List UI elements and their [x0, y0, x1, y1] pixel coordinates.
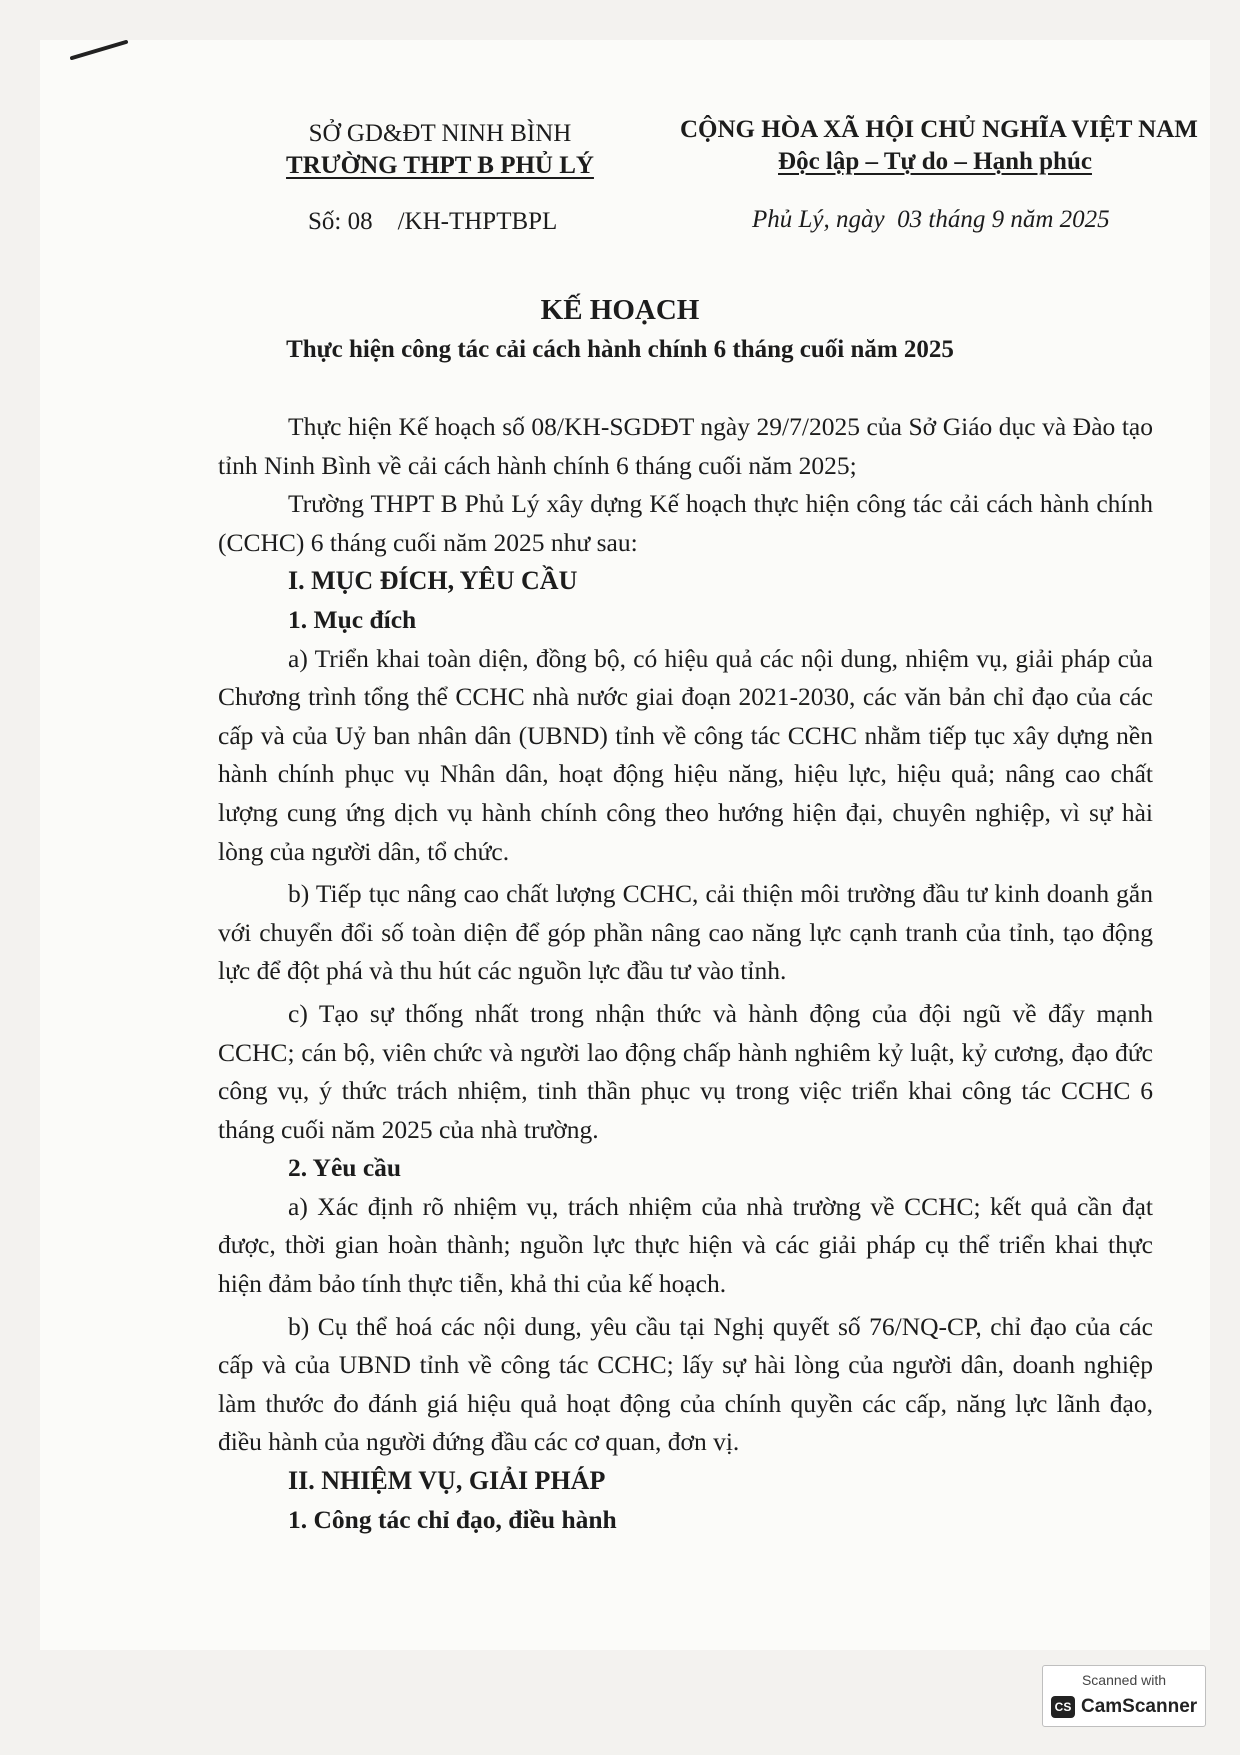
pen-stroke-mark — [70, 38, 130, 62]
purpose-item-c: c) Tạo sự thống nhất trong nhận thức và hành động của đội ngũ về đẩy mạnh CCHC; cán bộ, viên chức và người lao động chấp hành nghiêm kỷ luật, kỷ cương, đạo đức công vụ, ý thức trách nhiệm, tinh thần phục vụ trong việc triển khai công tác CCHC 6 tháng cuối năm 2025 của nhà trường. — [218, 998, 1153, 1144]
intro-paragraph-2: Trường THPT B Phủ Lý xây dựng Kế hoạch thực hiện công tác cải cách hành chính (CCHC) 6 tháng cuối năm 2025 như sau: — [218, 489, 1153, 557]
requirement-item-a: a) Xác định rõ nhiệm vụ, trách nhiệm của nhà trường về CCHC; kết quả cần đạt được, thời gian hoàn thành; nguồn lực thực hiện và các giải pháp cụ thể triển khai thực hiện đảm bảo tính thực tiễn, khả thi của kế hoạch. — [218, 1191, 1153, 1299]
section-1-1-heading: 1. Mục đích — [288, 604, 417, 634]
purpose-item-b: b) Tiếp tục nâng cao chất lượng CCHC, cải thiện môi trường đầu tư kinh doanh gắn với chuyển đổi số toàn diện để góp phần nâng cao năng lực cạnh tranh của tỉnh, tạo động lực để đột phá và thu hút các nguồn lực đầu tư vào tỉnh. — [218, 879, 1153, 986]
scanned-with-label: Scanned with — [1081, 1672, 1167, 1688]
camscanner-logo-icon: CS — [1051, 1696, 1075, 1718]
department-name: SỞ GD&ĐT NINH BÌNH — [308, 120, 572, 147]
section-1-2-heading: 2. Yêu cầu — [288, 1153, 402, 1183]
national-motto: Độc lập – Tự do – Hạnh phúc — [778, 148, 1092, 175]
camscanner-brand: CamScanner — [1081, 1696, 1198, 1717]
camscanner-watermark — [1042, 1665, 1206, 1727]
intro-paragraph-1: Thực hiện Kế hoạch số 08/KH-SGDĐT ngày 29/7/2025 của Sở Giáo dục và Đào tạo tỉnh Ninh Bình về cải cách hành chính 6 tháng cuối năm 2025; — [218, 412, 1153, 480]
section-2-1-heading: 1. Công tác chỉ đạo, điều hành — [288, 1504, 617, 1534]
requirement-item-b: b) Cụ thể hoá các nội dung, yêu cầu tại Nghị quyết số 76/NQ-CP, chỉ đạo của các cấp và của UBND tỉnh về công tác CCHC; lấy sự hài lòng của người dân, doanh nghiệp làm thước đo đánh giá hiệu quả hoạt động của chính quyền các cấp, năng lực lãnh đạo, điều hành của người đứng đầu các cơ quan, đơn vị. — [218, 1311, 1153, 1457]
issuing-agency-block — [250, 118, 630, 182]
purpose-item-a: a) Triển khai toàn diện, đồng bộ, có hiệu quả các nội dung, nhiệm vụ, giải pháp của Chương trình tổng thể CCHC nhà nước giai đoạn 2021-2030, các văn bản chỉ đạo của các cấp và của Uỷ ban nhân dân (UBND) tỉnh về công tác CCHC nhằm tiếp tục xây dựng nền hành chính phục vụ Nhân dân, hoạt động hiệu năng, hiệu lực, hiệu quả; nâng cao chất lượng cung ứng dịch vụ hành chính công theo hướng hiện đại, chuyên nghiệp, vì sự hài lòng của người dân, tổ chức. — [218, 643, 1153, 866]
national-motto-block — [680, 114, 1198, 178]
document-body — [218, 408, 1153, 1539]
school-name: TRƯỜNG THPT B PHỦ LÝ — [286, 152, 594, 179]
document-title: KẾ HOẠCH — [540, 294, 700, 326]
country-name: CỘNG HÒA XÃ HỘI CHỦ NGHĨA VIỆT NAM — [680, 116, 1198, 143]
section-2-heading: II. NHIỆM VỤ, GIẢI PHÁP — [288, 1466, 606, 1496]
document-number: Số: 08 /KH-THPTBPL — [308, 208, 558, 235]
section-1-heading: I. MỤC ĐÍCH, YÊU CẦU — [288, 566, 578, 596]
document-date: Phủ Lý, ngày 03 tháng 9 năm 2025 — [752, 206, 1110, 233]
document-subtitle: Thực hiện công tác cải cách hành chính 6 tháng cuối năm 2025 — [286, 336, 954, 363]
